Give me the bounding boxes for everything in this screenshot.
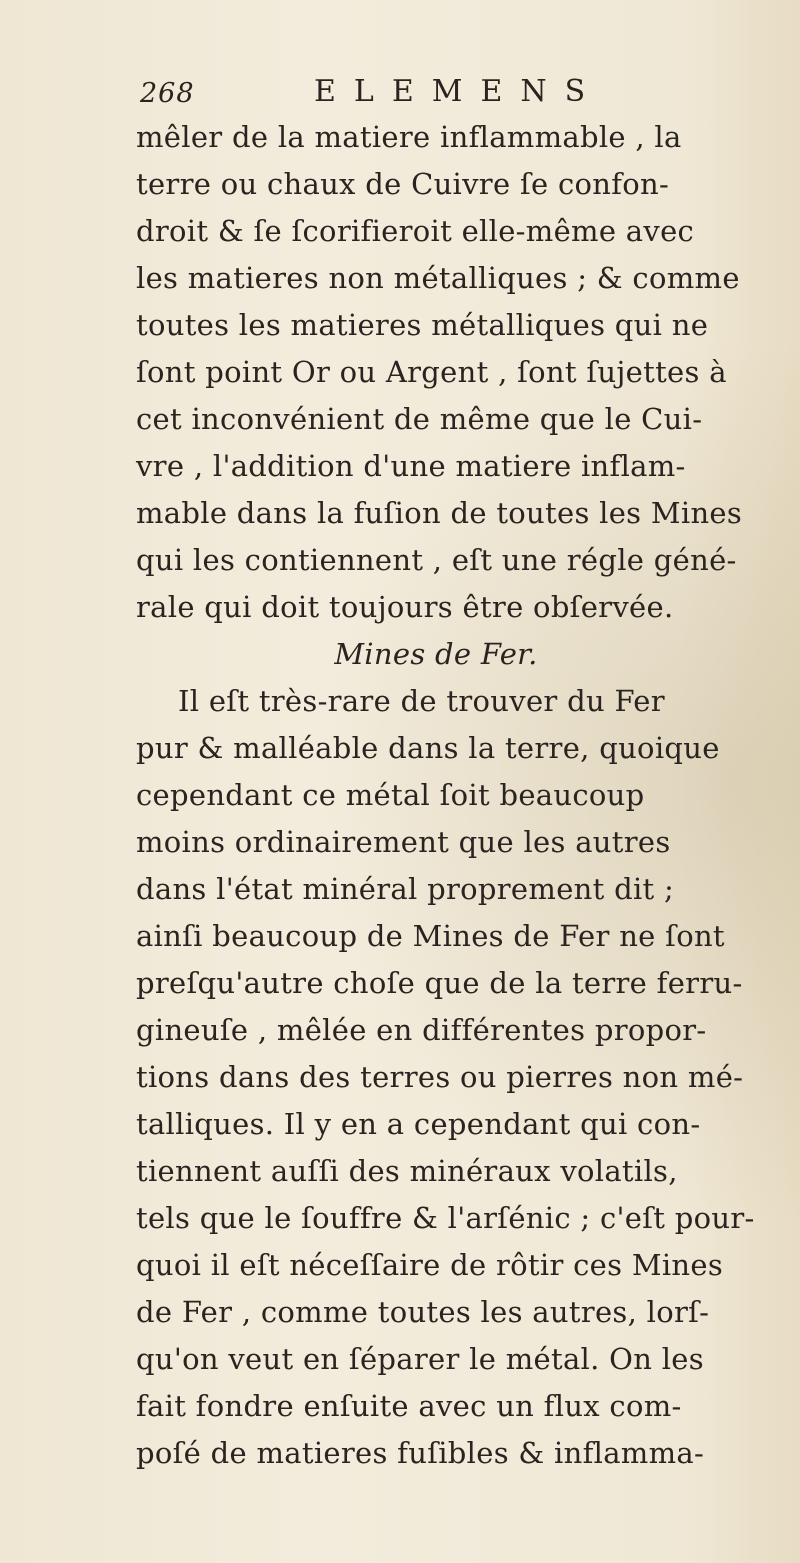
text-line: tions dans des terres ou pierres non mé- <box>136 1060 744 1094</box>
page-number: 268 <box>140 78 195 109</box>
text-line: pur & malléable dans la terre, quoique <box>136 731 720 765</box>
text-line: toutes les matieres métalliques qui ne <box>136 308 709 342</box>
text-line: de Fer , comme toutes les autres, lorſ- <box>136 1295 710 1329</box>
text-line: tels que le ſouffre & l'arſénic ; c'eſt pour- <box>136 1201 755 1235</box>
text-line: Il eſt très-rare de trouver du Fer <box>178 684 665 718</box>
page-header <box>140 74 660 118</box>
text-line: mêler de la matiere inflammable , la <box>136 120 682 154</box>
section-heading: Mines de Fer. <box>334 637 538 671</box>
text-line: qui les contiennent , eſt une régle géné- <box>136 543 737 577</box>
text-line: cependant ce métal ſoit beaucoup <box>136 778 645 812</box>
text-line: rale qui doit toujours être obſervée. <box>136 590 674 624</box>
text-line: gineuſe , mêlée en différentes propor- <box>136 1013 707 1047</box>
text-line: quoi il eſt néceſſaire de rôtir ces Mines <box>136 1248 724 1282</box>
text-line: vre , l'addition d'une matiere inflam- <box>136 449 686 483</box>
text-line: qu'on veut en ſéparer le métal. On les <box>136 1342 704 1376</box>
text-line: poſé de matieres fuſibles & inflamma- <box>136 1436 705 1470</box>
text-line: ainſi beaucoup de Mines de Fer ne ſont <box>136 919 725 953</box>
text-line: droit & ſe ſcorifieroit elle-même avec <box>136 214 695 248</box>
text-line: les matieres non métalliques ; & comme <box>136 261 740 295</box>
text-line: moins ordinairement que les autres <box>136 825 671 859</box>
text-line: tiennent auſſi des minéraux volatils, <box>136 1154 678 1188</box>
text-line: cet inconvénient de même que le Cui- <box>136 402 703 436</box>
text-line: talliques. Il y en a cependant qui con- <box>136 1107 701 1141</box>
running-title: ELEMENS <box>314 74 604 109</box>
body-text <box>136 114 776 1477</box>
text-line: fait fondre enſuite avec un flux com- <box>136 1389 682 1423</box>
text-line: preſqu'autre choſe que de la terre ferru- <box>136 966 743 1000</box>
text-line: mable dans la fuſion de toutes les Mines <box>136 496 743 530</box>
text-line: terre ou chaux de Cuivre ſe confon- <box>136 167 670 201</box>
text-line: ſont point Or ou Argent , ſont ſujettes à <box>136 355 727 389</box>
text-line: dans l'état minéral proprement dit ; <box>136 872 675 906</box>
